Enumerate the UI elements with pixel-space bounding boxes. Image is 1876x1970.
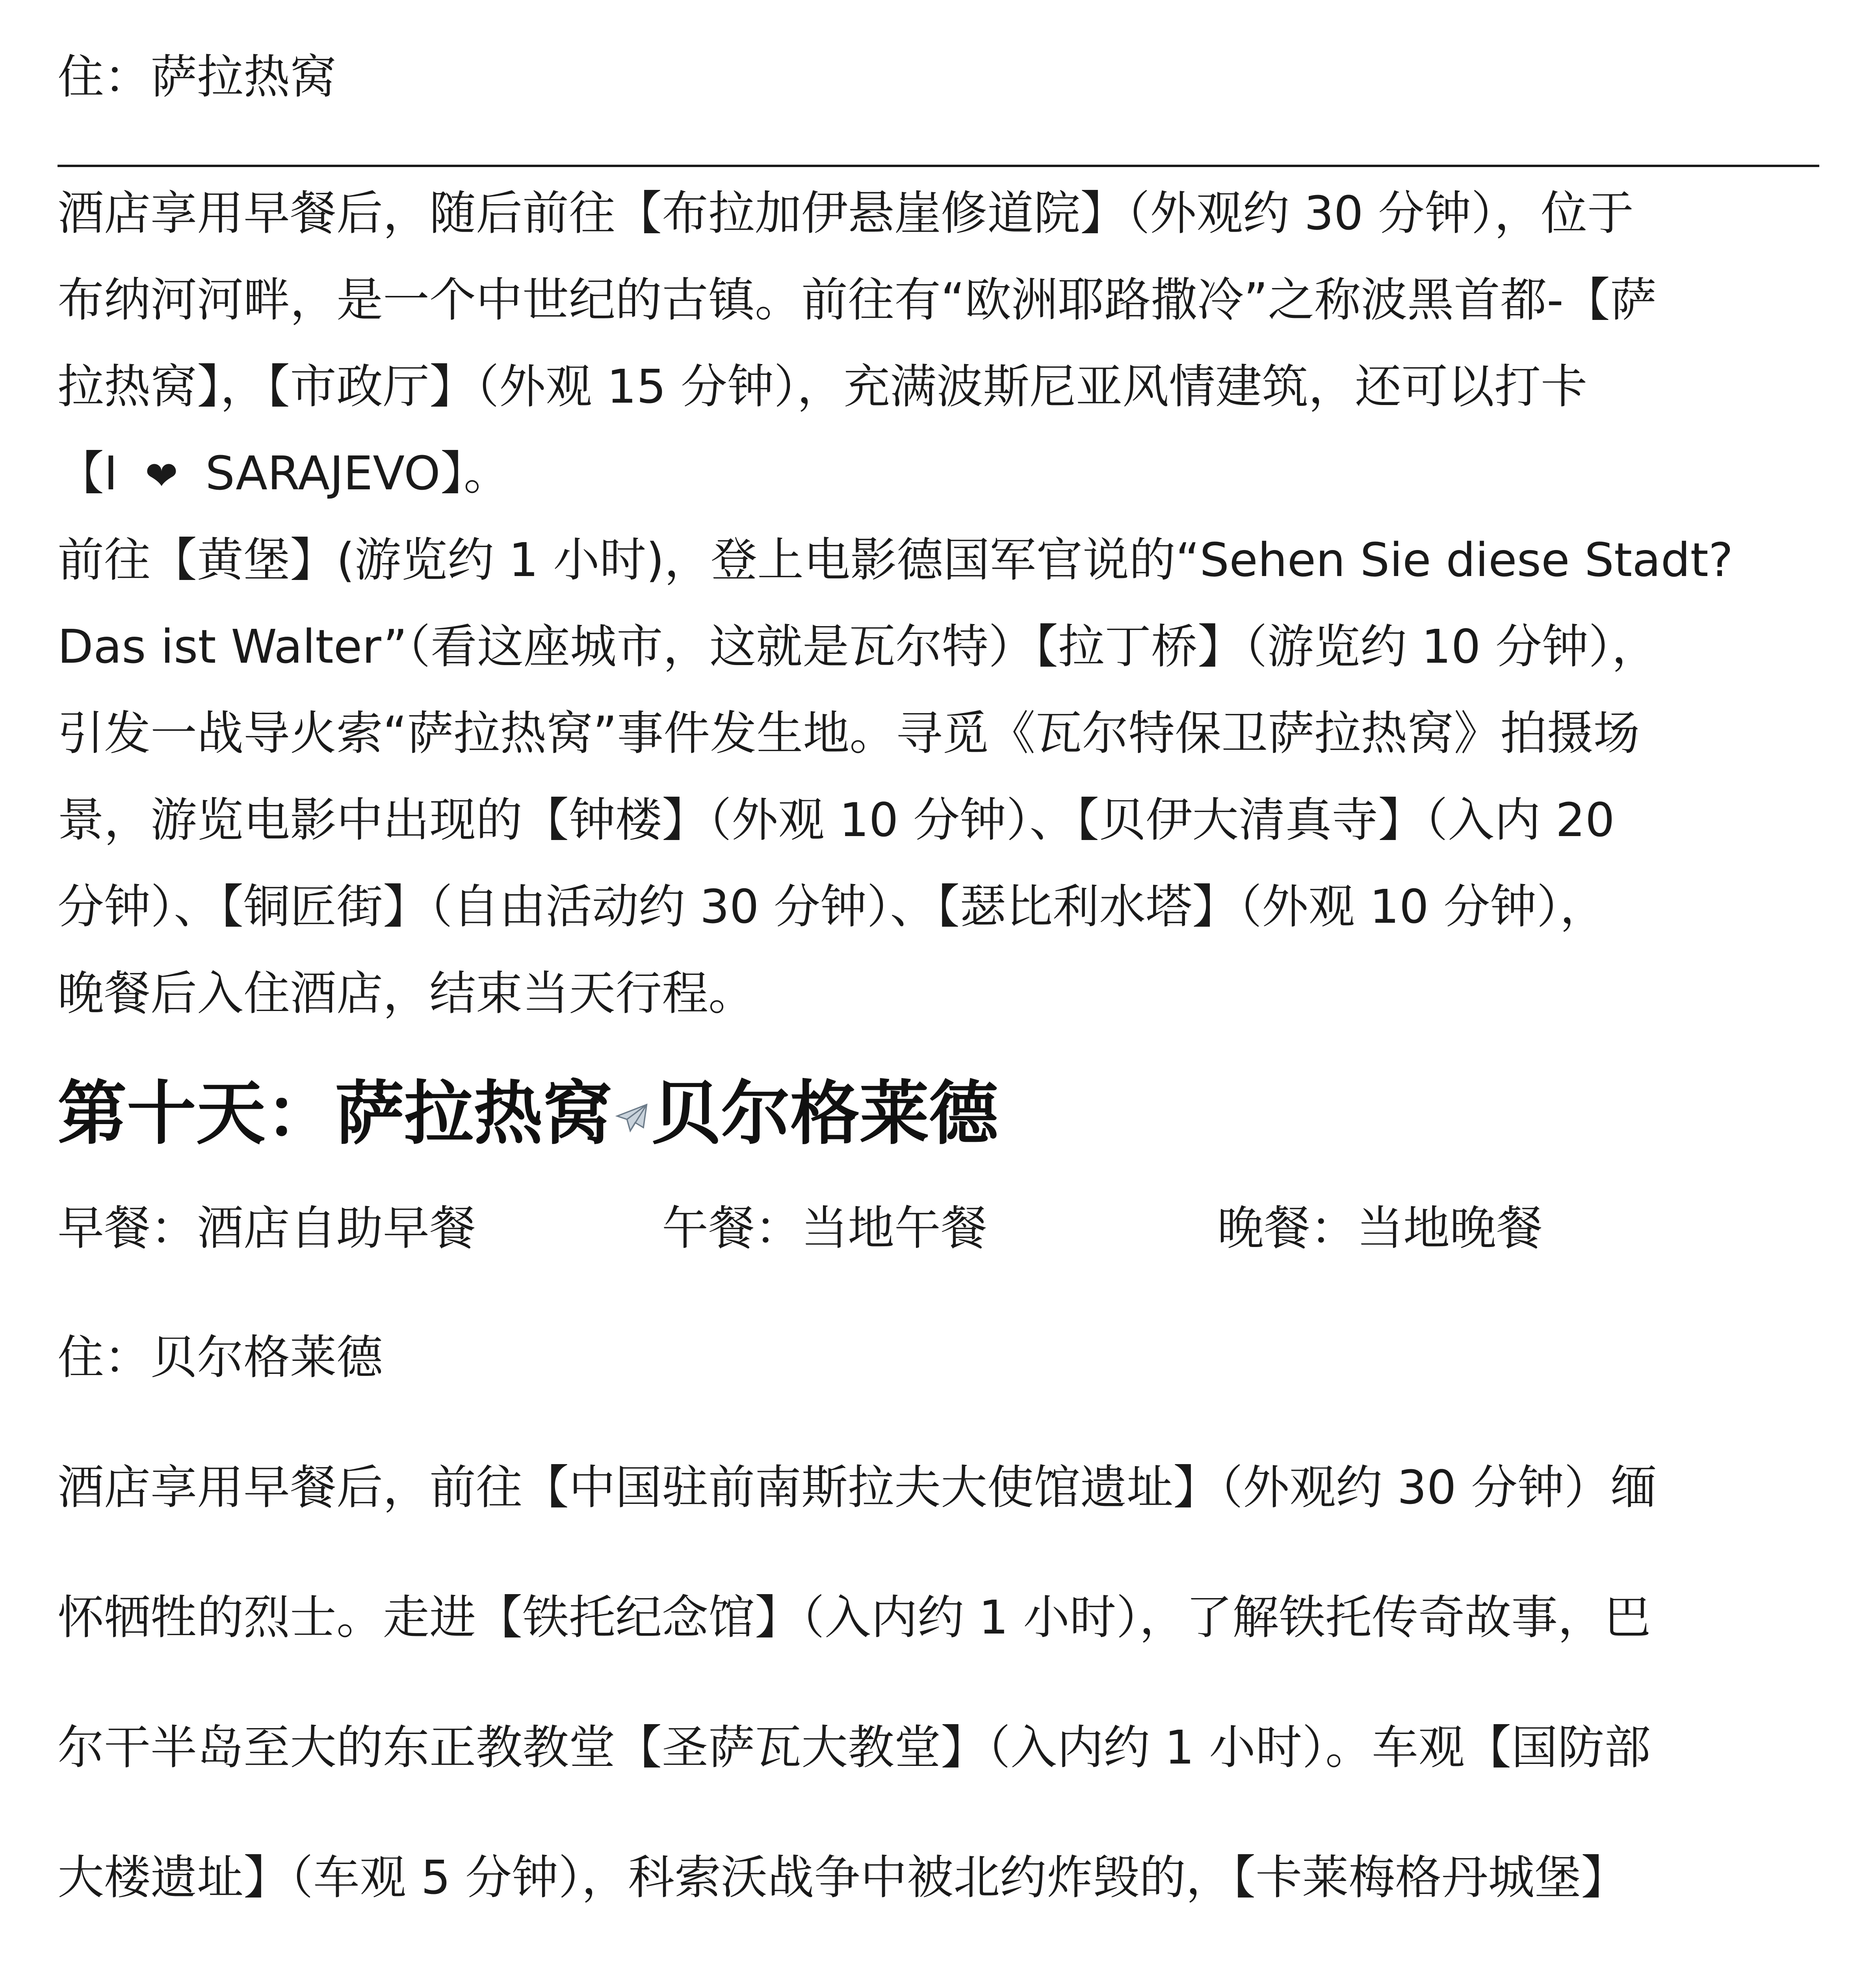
- day9-line-2: 布纳河河畔，是一个中世纪的古镇。前往有“欧洲耶路撒冷”之称波黑首都-【萨: [58, 273, 1657, 327]
- day10-title-part-b: 贝尔格莱德: [652, 1073, 999, 1154]
- day9-line-9: 分钟）、【铜匠街】（自由活动约 30 分钟）、【瑟比利水塔】（外观 10 分钟），: [58, 879, 1607, 934]
- day9-line-1: 酒店享用早餐后，随后前往【布拉加伊悬崖修道院】（外观约 30 分钟），位于: [58, 186, 1634, 240]
- heart-icon: ❤: [132, 453, 191, 499]
- sarajevo-prefix: 【I: [58, 446, 118, 500]
- day10-line-4: 大楼遗址】（车观 5 分钟），科索沃战争中被北约炸毁的，【卡莱梅格丹城堡】: [58, 1850, 1628, 1905]
- sarajevo-suffix: SARAJEVO】。: [205, 446, 510, 500]
- day9-line-8: 景，游览电影中出现的【钟楼】（外观 10 分钟）、【贝伊大清真寺】（入内 20: [58, 793, 1615, 847]
- day9-line-sarajevo: [58, 444, 510, 503]
- stay-line-belgrade: 住：贝尔格莱德: [58, 1330, 383, 1385]
- lunch-label: 午餐：当地午餐: [662, 1201, 988, 1255]
- day10-line-1: 酒店享用早餐后，前往【中国驻前南斯拉夫大使馆遗址】（外观约 30 分钟）缅: [58, 1460, 1657, 1515]
- day10-heading: [58, 1072, 998, 1155]
- day9-line-7: 引发一战导火索“萨拉热窝”事件发生地。寻觅《瓦尔特保卫萨拉热窝》拍摄场: [58, 706, 1640, 760]
- day9-line-5: 前往【黄堡】(游览约 1 小时)，登上电影德国军官说的“Sehen Sie diese Stadt?: [58, 533, 1733, 587]
- divider: [58, 165, 1819, 167]
- day10-title-part-a: 第十天：萨拉热窝: [58, 1073, 613, 1154]
- airplane-icon: [612, 1100, 652, 1139]
- day9-line-3: 拉热窝】，【市政厅】（外观 15 分钟），充满波斯尼亚风情建筑，还可以打卡: [58, 359, 1588, 414]
- stay-line-sarajevo: 住：萨拉热窝: [58, 50, 337, 104]
- dinner-label: 晚餐：当地晚餐: [1217, 1201, 1543, 1255]
- day10-line-2: 怀牺牲的烈士。走进【铁托纪念馆】（入内约 1 小时），了解铁托传奇故事，巴: [58, 1590, 1651, 1645]
- day10-line-3: 尔干半岛至大的东正教教堂【圣萨瓦大教堂】（入内约 1 小时）。车观【国防部: [58, 1720, 1651, 1775]
- day9-line-6: Das ist Walter”（看这座城市，这就是瓦尔特）【拉丁桥】（游览约 10 分钟），: [58, 619, 1659, 674]
- day9-line-10: 晚餐后入住酒店，结束当天行程。: [58, 966, 755, 1020]
- breakfast-label: 早餐：酒店自助早餐: [58, 1201, 476, 1255]
